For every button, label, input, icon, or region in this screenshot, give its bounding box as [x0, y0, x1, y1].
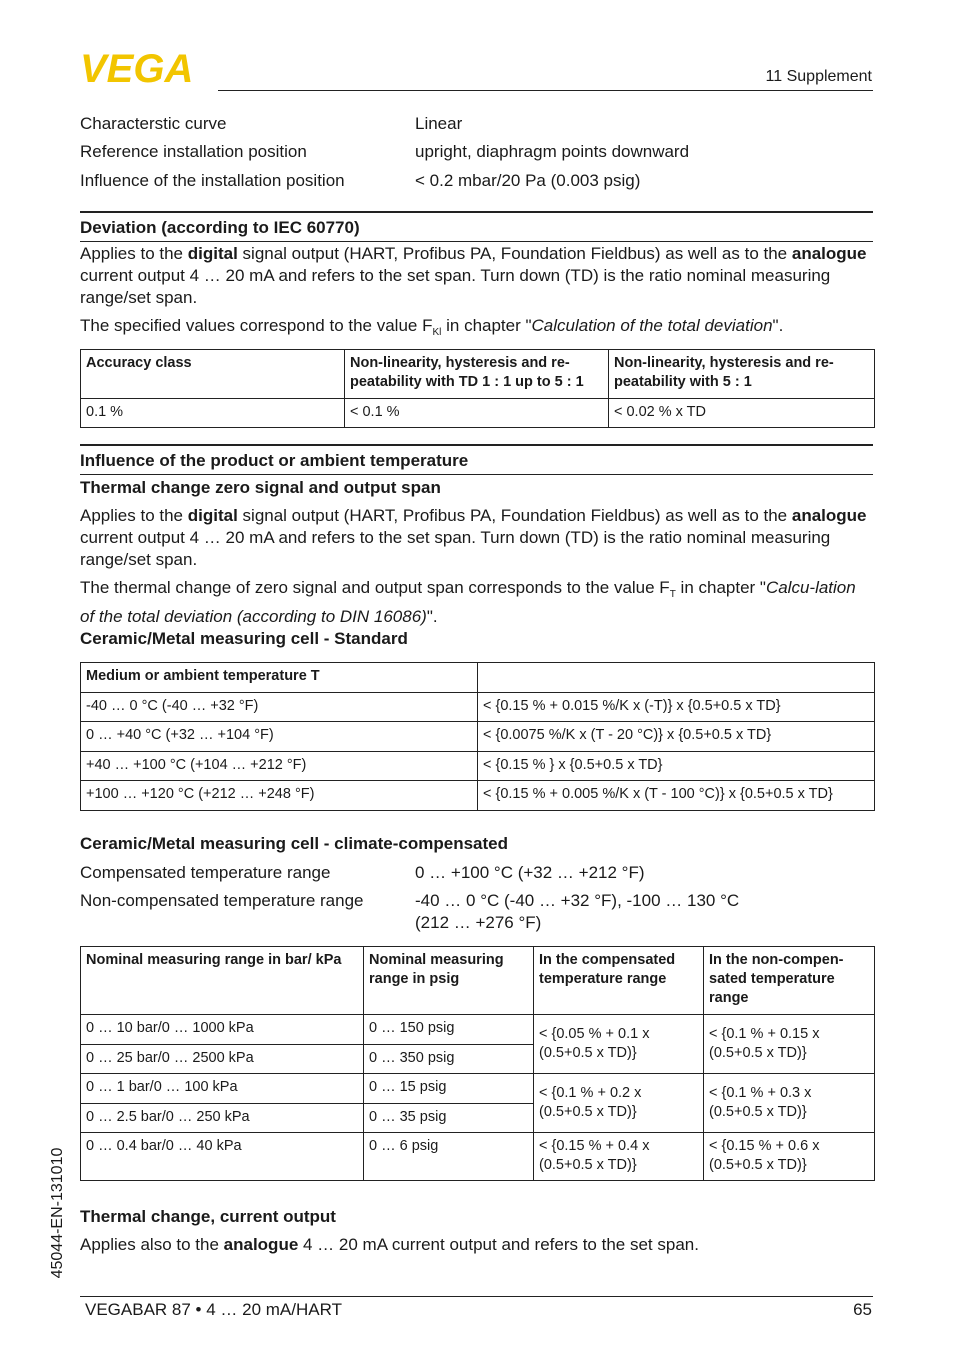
prop-value: < 0.2 mbar/20 Pa (0.003 psig): [415, 171, 641, 190]
prop-label: Influence of the installation position: [80, 171, 345, 190]
table-row: 0 … 25 bar/0 … 2500 kPa 0 … 350 psig: [81, 1045, 875, 1074]
accuracy-table: [80, 349, 875, 428]
deviation-paragraph-2: The specified values correspond to the value $F_{Kl}$ in chapter "Calculation of the total deviation".: [80, 316, 784, 338]
climate-cell-heading: Ceramic/Metal measuring cell - climate-compensated: [80, 834, 508, 853]
prop-value: -40 … 0 °C (-40 … +32 °F), -100 … 130 °C: [415, 891, 740, 910]
prop-label: Characterstic curve: [80, 114, 227, 133]
table-row: -40 … 0 °C (-40 … +32 °F) < {0.15 % + 0.015 %/K x (-T)} x {0.5+0.5 x TD}: [81, 693, 875, 722]
section-label: 11 Supplement: [765, 68, 872, 85]
standard-temperature-table: [80, 662, 875, 811]
influence-paragraph-2: The thermal change of zero signal and output span corresponds to the value $F_T$ in chapter "Calcu-lation of the total deviation (according to DIN 16086)".: [80, 578, 856, 626]
standard-cell-heading: Ceramic/Metal measuring cell - Standard: [80, 629, 408, 648]
prop-value: Linear: [415, 114, 463, 133]
current-output-paragraph: Applies also to the analogue 4 … 20 mA current output and refers to the set span.: [80, 1235, 699, 1254]
table-row: 0 … +40 °C (+32 … +104 °F) < {0.0075 %/K x (T - 20 °C)} x {0.5+0.5 x TD}: [81, 722, 875, 752]
deviation-paragraph-1: Applies to the digital signal output (HART, Profibus PA, Foundation Fieldbus) as well as to the analogue current output 4 … 20 mA and refers to the set span. Turn down (TD) is the ratio nominal measuring range/set span.: [80, 244, 867, 307]
table-header: [478, 663, 875, 693]
table-row: 0 … 2.5 bar/0 … 250 kPa 0 … 35 psig: [81, 1104, 875, 1133]
prop-value: upright, diaphragm points downward: [415, 142, 690, 161]
table-row: 0 … 0.4 bar/0 … 40 kPa 0 … 6 psig < {0.15 % + 0.4 x (0.5+0.5 x TD)} < {0.15 % + 0.6 x (0.5+0.5 x TD)}: [81, 1133, 875, 1181]
prop-value-continued: (212 … +276 °F): [415, 913, 542, 932]
table-header: In the compensated temperature range: [534, 947, 704, 1015]
table-row: +40 … +100 °C (+104 … +212 °F) < {0.15 % } x {0.5+0.5 x TD}: [81, 752, 875, 781]
deviation-heading: Deviation (according to IEC 60770): [80, 211, 873, 242]
thermal-change-subheading: Thermal change zero signal and output span: [80, 478, 441, 497]
svg-text:VEGA: VEGA: [80, 50, 194, 86]
footer-product: VEGABAR 87 • 4 … 20 mA/HART: [85, 1300, 342, 1319]
table-header: Medium or ambient temperature T: [81, 663, 478, 693]
climate-compensated-table: [80, 946, 875, 1181]
header-rule: [218, 90, 873, 91]
prop-label: Non-compensated temperature range: [80, 891, 364, 910]
table-row: 0 … 10 bar/0 … 1000 kPa 0 … 150 psig < {0.05 % + 0.1 x (0.5+0.5 x TD)} < {0.1 % + 0.15 x (0.5+0.5 x TD)}: [81, 1015, 875, 1045]
current-output-heading: Thermal change, current output: [80, 1207, 336, 1226]
page-number: 65: [853, 1300, 872, 1319]
table-header: Non-linearity, hysteresis and re-peatability with 5 : 1: [609, 350, 875, 399]
table-row: 0 … 1 bar/0 … 100 kPa 0 … 15 psig < {0.1 % + 0.2 x (0.5+0.5 x TD)} < {0.1 % + 0.3 x (0.5+0.5 x TD)}: [81, 1074, 875, 1104]
table-header: Nominal measuring range in bar/ kPa: [81, 947, 364, 1015]
table-header: Nominal measuring range in psig: [364, 947, 534, 1015]
prop-label: Compensated temperature range: [80, 863, 331, 882]
table-row: 0.1 % < 0.1 % < 0.02 % x TD: [81, 399, 875, 428]
prop-value: 0 … +100 °C (+32 … +212 °F): [415, 863, 645, 882]
table-header: In the non-compen-sated temperature range: [704, 947, 875, 1015]
vega-logo: [80, 50, 212, 86]
table-header: Non-linearity, hysteresis and re-peatability with TD 1 : 1 up to 5 : 1: [345, 350, 609, 399]
footer-rule: [80, 1296, 873, 1297]
table-row: +100 … +120 °C (+212 … +248 °F) < {0.15 % + 0.005 %/K x (T - 100 °C)} x {0.5+0.5 x TD}: [81, 781, 875, 811]
influence-paragraph-1: Applies to the digital signal output (HART, Profibus PA, Foundation Fieldbus) as well as to the analogue current output 4 … 20 mA and refers to the set span. Turn down (TD) is the ratio nominal measuring range/set span.: [80, 506, 867, 569]
table-header: Accuracy class: [81, 350, 345, 399]
document-id: 45044-EN-131010: [49, 1147, 66, 1279]
prop-label: Reference installation position: [80, 142, 307, 161]
influence-heading: Influence of the product or ambient temperature: [80, 444, 873, 475]
